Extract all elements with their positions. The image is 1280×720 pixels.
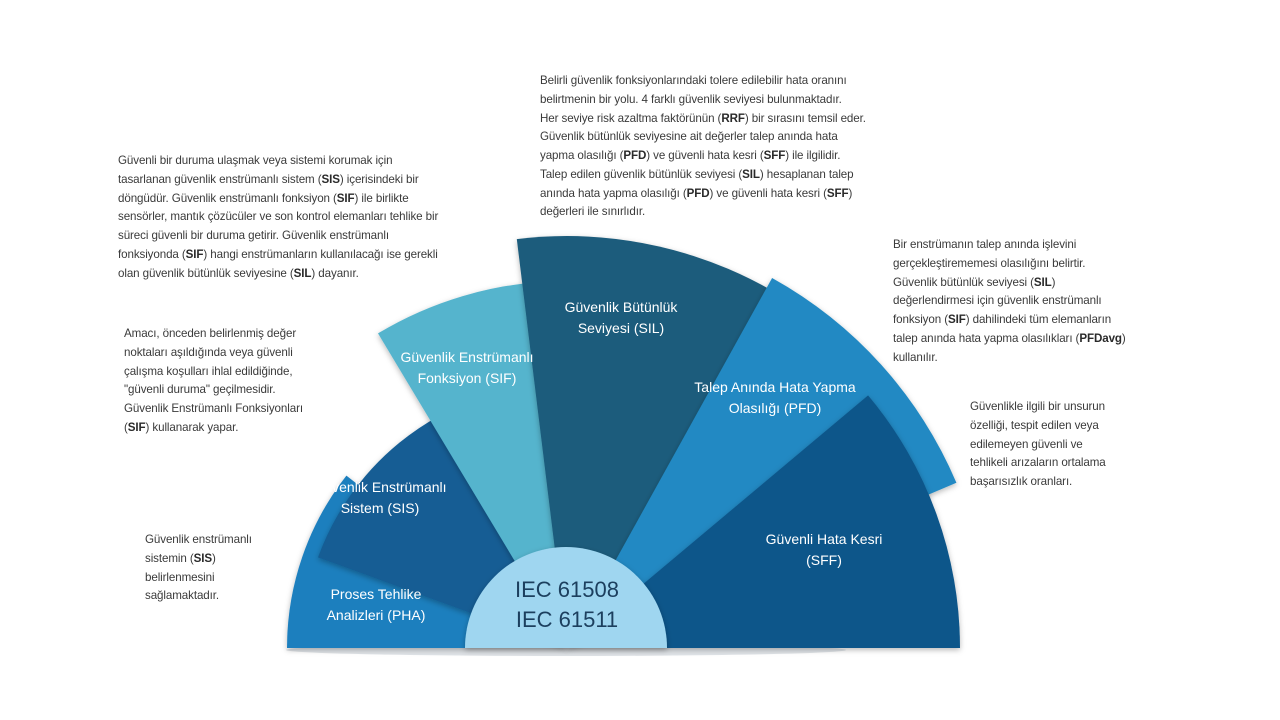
description-line: edilemeyen güvenli ve xyxy=(970,437,1083,451)
segment-label-sil: Güvenlik Bütünlük Seviyesi (SIL) xyxy=(564,299,678,336)
description-line: Amacı, önceden belirlenmiş değer xyxy=(124,327,297,340)
segment-label-sff: Güvenli Hata Kesri (SFF) xyxy=(765,531,883,568)
description-line: Güvenlikle ilgili bir unsurun xyxy=(970,400,1106,413)
description-line: Her seviye risk azaltma faktörünün (RRF) bir sırasını temsil eder. xyxy=(540,111,866,125)
description-line: Belirli güvenlik fonksiyonlarındaki tolere edilebilir hata oranını xyxy=(540,74,847,87)
description-line: Güvenlik enstrümanlı xyxy=(145,533,252,546)
description-pfd xyxy=(893,236,1126,367)
description-line: değerlendirmesi için güvenlik enstrümanlı xyxy=(893,294,1102,308)
description-line: tasarlanan güvenlik enstrümanlı sistem (SIS) içerisindeki bir xyxy=(118,172,419,186)
description-line: fonksiyonda (SIF) hangi enstrümanların kullanılacağı ise gerekli xyxy=(118,247,438,261)
description-line: "güvenli duruma" geçilmesidir. xyxy=(124,383,276,397)
description-pha xyxy=(145,531,252,606)
description-line: sistemin (SIS) xyxy=(145,551,216,565)
center-standards-label: IEC 61508 IEC 61511 xyxy=(515,577,619,632)
description-line: belirtmenin bir yolu. 4 farklı güvenlik seviyesi bulunmaktadır. xyxy=(540,92,842,106)
description-line: Güvenli bir duruma ulaşmak veya sistemi korumak için xyxy=(118,154,393,167)
description-line: Güvenlik Enstrümanlı Fonksiyonları xyxy=(124,402,303,416)
description-line: Bir enstrümanın talep anında işlevini xyxy=(893,238,1077,251)
description-line: Güvenlik bütünlük seviyesine ait değerler talep anında hata xyxy=(540,130,838,144)
description-line: gerçekleştirememesi olasılığını belirtir. xyxy=(893,256,1086,270)
segment-label-sif: Güvenlik Enstrümanlı Fonksiyon (SIF) xyxy=(400,349,534,386)
description-line: tehlikeli arızaların ortalama xyxy=(970,456,1106,470)
description-line: sensörler, mantık çözücüler ve son kontrol elemanları tehlike bir xyxy=(118,210,439,224)
description-line: değerleri ile sınırlıdır. xyxy=(540,205,646,219)
description-sil xyxy=(540,72,866,222)
description-line: Talep edilen güvenlik bütünlük seviyesi (SIL) hesaplanan talep xyxy=(540,167,854,181)
segment-label-pha: Proses Tehlike Analizleri (PHA) xyxy=(326,586,426,623)
description-line: noktaları aşıldığında veya güvenli xyxy=(124,345,293,359)
description-line: Güvenlik bütünlük seviyesi (SIL) xyxy=(893,275,1056,289)
description-line: özelliği, tespit edilen veya xyxy=(970,418,1099,432)
description-line: (SIF) kullanarak yapar. xyxy=(124,420,239,434)
description-line: çalışma koşulları ihlal edildiğinde, xyxy=(124,364,293,378)
description-line: yapma olasılığı (PFD) ve güvenli hata kesri (SFF) ile ilgilidir. xyxy=(540,149,841,163)
description-line: başarısızlık oranları. xyxy=(970,475,1073,489)
segment-label-pfd: Talep Anında Hata Yapma Olasılığı (PFD) xyxy=(694,379,856,416)
description-line: süreci güvenli bir duruma getirir. Güvenlik enstrümanlı xyxy=(118,229,389,243)
description-line: döngüdür. Güvenlik enstrümanlı fonksiyon (SIF) ile birlikte xyxy=(118,191,409,205)
description-line: olan güvenlik bütünlük seviyesine (SIL) dayanır. xyxy=(118,266,359,280)
description-sif xyxy=(118,152,438,283)
description-line: anında hata yapma olasılığı (PFD) ve güvenli hata kesri (SFF) xyxy=(540,186,853,200)
description-line: fonksiyon (SIF) dahilindeki tüm elemanların xyxy=(893,313,1112,327)
description-line: sağlamaktadır. xyxy=(145,589,219,603)
segment-label-sis: Güvenlik Enstrümanlı Sistem (SIS) xyxy=(313,479,447,516)
description-sff xyxy=(970,398,1106,492)
description-sis xyxy=(124,325,303,438)
description-line: kullanılır. xyxy=(893,350,938,364)
description-line: talep anında hata yapma olasılıkları (PFDavg) xyxy=(893,331,1126,345)
description-line: belirlenmesini xyxy=(145,570,215,584)
